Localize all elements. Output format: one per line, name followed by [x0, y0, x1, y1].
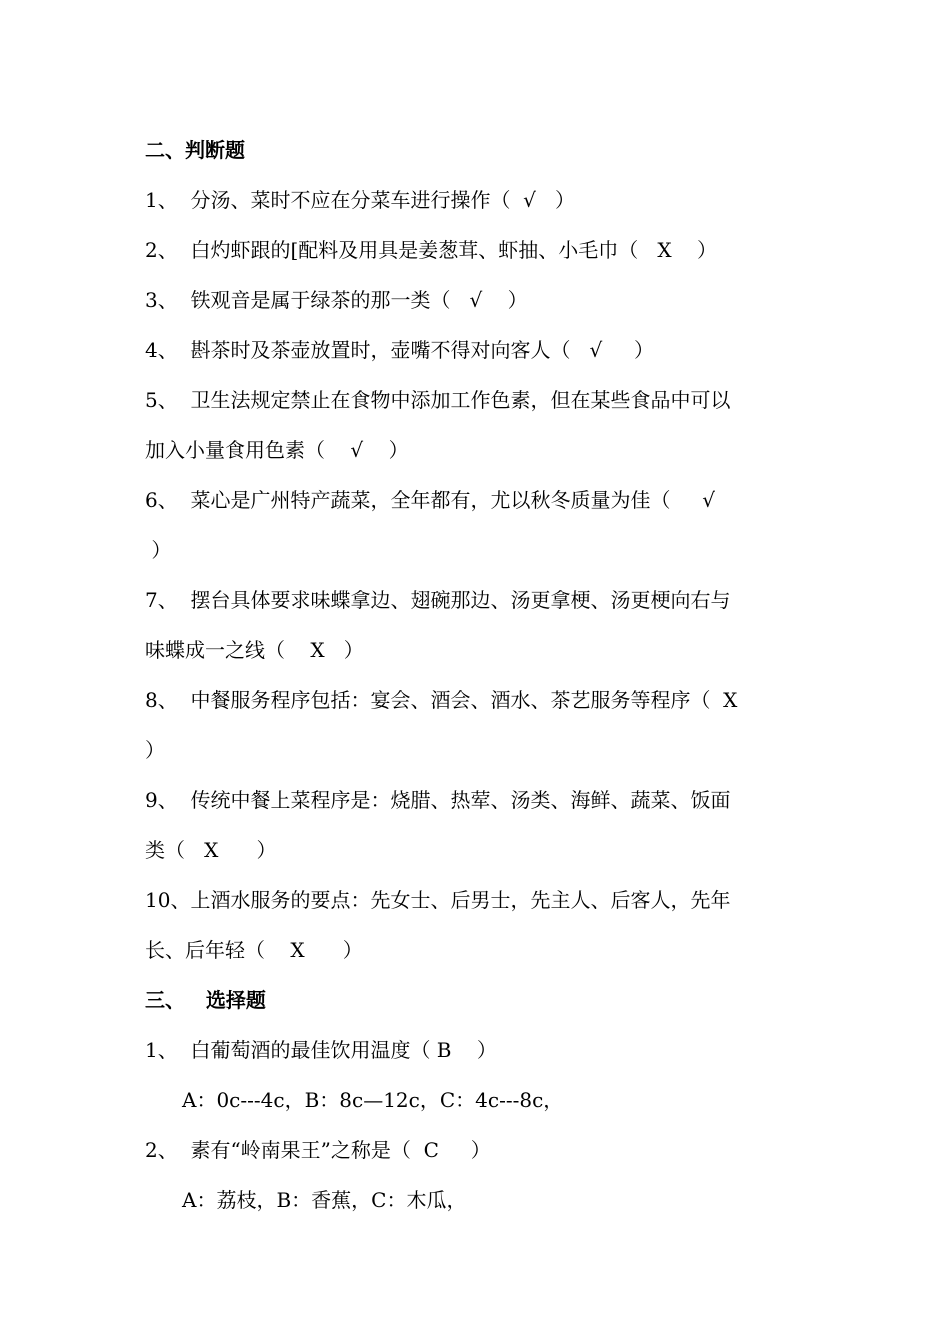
question-line: 8、 中餐服务程序包括：宴会、酒会、酒水、茶艺服务等程序（ X: [145, 688, 738, 712]
question-line-continuation: ）: [145, 738, 165, 762]
choice-question-line: 2、 素有“岭南果王”之称是（ C ）: [145, 1138, 491, 1162]
question-line-continuation: ）: [145, 538, 172, 562]
question-line-continuation: 类（ X ）: [145, 838, 277, 862]
section-heading-judgment: 二、判断题: [145, 138, 245, 162]
section-heading-choice: 三、 选择题: [145, 988, 266, 1012]
question-line: 7、 摆台具体要求味蝶拿边、翅碗那边、汤更拿梗、汤更梗向右与: [145, 588, 731, 612]
question-line: 4、 斟茶时及茶壶放置时，壶嘴不得对向客人（ √ ）: [145, 338, 655, 362]
choice-question-line: 1、 白葡萄酒的最佳饮用温度（ B ）: [145, 1038, 497, 1062]
question-line: 5、 卫生法规定禁止在食物中添加工作色素，但在某些食品中可以: [145, 388, 731, 412]
question-line: 9、 传统中餐上菜程序是：烧腊、热荤、汤类、海鲜、蔬菜、饭面: [145, 788, 731, 812]
question-line: 10、上酒水服务的要点：先女士、后男士，先主人、后客人，先年: [145, 888, 731, 912]
choice-options-line: A：荔枝，B：香蕉，C：木瓜，: [182, 1188, 467, 1212]
question-line: 3、 铁观音是属于绿茶的那一类（ √ ）: [145, 288, 528, 312]
question-line-continuation: 味蝶成一之线（ X ）: [145, 638, 364, 662]
question-line: 1、 分汤、菜时不应在分菜车进行操作（ √ ）: [145, 188, 575, 212]
question-line: 2、 白灼虾跟的[配料及用具是姜葱茸、虾抽、小毛巾（ X ）: [145, 238, 717, 262]
question-line-continuation: 加入小量食用色素（ √ ）: [145, 438, 409, 462]
question-line-continuation: 长、后年轻（ X ）: [145, 938, 363, 962]
choice-options-line: A：0c---4c，B：8c—12c，C：4c---8c，: [182, 1088, 564, 1112]
question-line: 6、 菜心是广州特产蔬菜，全年都有，尤以秋冬质量为佳（ √: [145, 488, 715, 512]
